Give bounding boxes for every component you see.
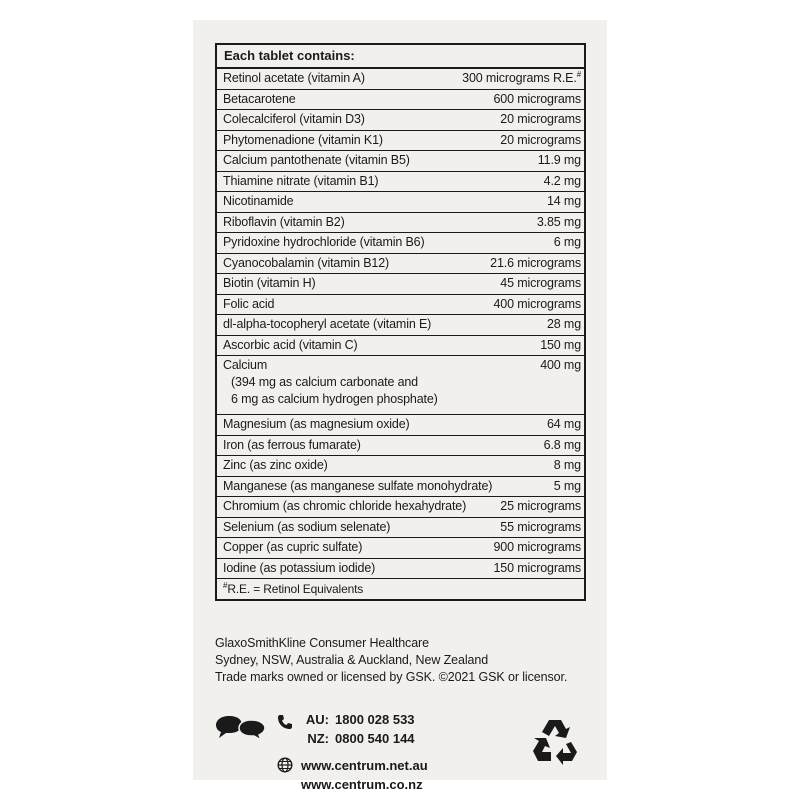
table-row bbox=[217, 477, 584, 498]
ingredient-amount-text: 45 micrograms bbox=[500, 276, 581, 290]
ingredient-name: Folic acid bbox=[223, 296, 275, 311]
ingredient-amount-text: 20 micrograms bbox=[500, 132, 581, 147]
ingredient-name: Colecalciferol (vitamin D3) bbox=[223, 112, 365, 126]
nutrition-table bbox=[215, 43, 586, 601]
table-row bbox=[217, 497, 584, 518]
ingredient-amount bbox=[462, 69, 581, 89]
ingredient-amount bbox=[544, 172, 581, 192]
label-panel bbox=[193, 20, 607, 792]
ingredient-name: Pyridoxine hydrochloride (vitamin B6) bbox=[223, 235, 425, 249]
ingredient-amount bbox=[500, 131, 581, 151]
chat-bubbles-icon bbox=[215, 714, 267, 740]
ingredient-amount-text: 28 mg bbox=[547, 317, 581, 331]
table-row bbox=[217, 254, 584, 275]
ingredient-amount bbox=[554, 233, 581, 253]
ingredient-amount-text: 6 mg bbox=[553, 235, 581, 249]
table-row bbox=[217, 274, 584, 295]
company-location: Sydney, NSW, Australia & Auckland, New Zealand bbox=[215, 653, 489, 667]
table-row bbox=[217, 151, 584, 172]
table-row bbox=[217, 69, 584, 90]
phone-numbers bbox=[301, 710, 415, 748]
table-row bbox=[217, 172, 584, 193]
globe-icon bbox=[277, 757, 293, 773]
ingredient-amount-text: 14 mg bbox=[547, 194, 581, 208]
ingredient-name: Phytomenadione (vitamin K1) bbox=[223, 132, 383, 147]
table-row bbox=[217, 295, 584, 316]
ingredient-amount bbox=[500, 497, 581, 517]
ingredient-name: Magnesium (as magnesium oxide) bbox=[223, 417, 410, 431]
ingredient-name: Retinol acetate (vitamin A) bbox=[223, 71, 365, 85]
website-nz: www.centrum.co.nz bbox=[301, 777, 423, 792]
ingredient-name: Cyanocobalamin (vitamin B12) bbox=[223, 255, 390, 270]
table-row bbox=[217, 559, 584, 580]
websites bbox=[301, 756, 428, 794]
ingredient-name: Copper (as cupric sulfate) bbox=[223, 540, 363, 554]
ingredient-name: Calcium pantothenate (vitamin B5) bbox=[223, 153, 410, 167]
phone-icon bbox=[277, 714, 293, 730]
table-header: Each tablet contains: bbox=[217, 45, 584, 69]
table-row bbox=[217, 436, 584, 457]
ingredient-amount bbox=[544, 436, 581, 456]
ingredient-amount-text: 64 mg bbox=[547, 417, 581, 431]
ingredient-amount-text: 11.9 mg bbox=[537, 153, 581, 167]
table-row bbox=[217, 233, 584, 254]
table-row bbox=[217, 213, 584, 234]
ingredient-name: Thiamine nitrate (vitamin B1) bbox=[223, 173, 379, 188]
ingredient-amount-text: 400 micrograms bbox=[493, 296, 581, 311]
table-row bbox=[217, 518, 584, 539]
ingredient-name: Riboflavin (vitamin B2) bbox=[223, 214, 345, 229]
ingredient-amount bbox=[547, 415, 581, 435]
ingredient-amount bbox=[538, 151, 581, 171]
table-row bbox=[217, 131, 584, 152]
table-row bbox=[217, 110, 584, 131]
ingredient-name: Betacarotene bbox=[223, 91, 296, 106]
ingredient-name: dl-alpha-tocopheryl acetate (vitamin E) bbox=[223, 317, 432, 331]
ingredient-amount bbox=[490, 254, 581, 274]
ingredient-amount bbox=[537, 213, 581, 233]
table-row bbox=[217, 538, 584, 559]
ingredient-amount-text: 55 micrograms bbox=[500, 519, 581, 534]
phone-au-label: AU: bbox=[305, 712, 329, 727]
ingredient-amount bbox=[493, 538, 581, 558]
ingredient-detail: (394 mg as calcium carbonate and bbox=[231, 375, 418, 389]
ingredient-amount-text: 150 micrograms bbox=[493, 560, 581, 575]
ingredient-amount-text: 6.8 mg bbox=[543, 437, 581, 452]
phone-nz-number: 0800 540 144 bbox=[335, 731, 415, 746]
ingredient-detail: 6 mg as calcium hydrogen phosphate) bbox=[231, 392, 438, 406]
ingredient-amount bbox=[554, 477, 581, 497]
ingredient-amount-text: 20 micrograms bbox=[500, 112, 581, 126]
phone-au-number: 1800 028 533 bbox=[335, 712, 415, 727]
footnote-mark: # bbox=[223, 581, 228, 590]
ingredient-name: Iron (as ferrous fumarate) bbox=[223, 437, 361, 452]
table-row bbox=[217, 315, 584, 336]
table-row bbox=[217, 90, 584, 111]
ingredient-amount bbox=[500, 274, 581, 294]
ingredient-name: Ascorbic acid (vitamin C) bbox=[223, 337, 358, 352]
ingredient-amount bbox=[547, 315, 581, 335]
ingredient-amount-text: 150 mg bbox=[540, 337, 581, 352]
company-name: GlaxoSmithKline Consumer Healthcare bbox=[215, 636, 429, 650]
ingredient-amount-text: 3.85 mg bbox=[536, 214, 581, 229]
table-row-calcium bbox=[217, 356, 584, 415]
table-row bbox=[217, 336, 584, 357]
footnote-mark: # bbox=[576, 69, 581, 79]
ingredient-name: Manganese (as manganese sulfate monohydrate) bbox=[223, 478, 493, 493]
ingredient-amount-text: 8 mg bbox=[553, 458, 581, 472]
phone-au bbox=[301, 710, 415, 729]
ingredient-amount-text: 5 mg bbox=[553, 478, 581, 493]
ingredient-amount bbox=[554, 456, 581, 476]
ingredient-amount bbox=[547, 192, 581, 212]
table-footnote bbox=[217, 579, 584, 599]
table-row bbox=[217, 456, 584, 477]
recycle-icon bbox=[530, 717, 580, 765]
ingredient-amount bbox=[500, 518, 581, 538]
company-info bbox=[215, 635, 567, 686]
ingredient-name: Biotin (vitamin H) bbox=[223, 276, 316, 290]
ingredient-amount-text: 4.2 mg bbox=[543, 173, 581, 188]
website-au: www.centrum.net.au bbox=[301, 758, 428, 773]
phone-nz bbox=[301, 729, 415, 748]
ingredient-amount-text: 600 micrograms bbox=[493, 91, 581, 106]
ingredient-amount-text: 25 micrograms bbox=[500, 499, 581, 513]
table-row bbox=[217, 415, 584, 436]
ingredient-name: Zinc (as zinc oxide) bbox=[223, 458, 328, 472]
footnote-text: R.E. = Retinol Equivalents bbox=[227, 582, 364, 596]
table-row bbox=[217, 192, 584, 213]
ingredient-amount bbox=[493, 90, 581, 110]
trademark-notice: Trade marks owned or licensed by GSK. ©2021 GSK or licensor. bbox=[215, 670, 568, 684]
ingredient-amount bbox=[493, 295, 581, 315]
phone-nz-label: NZ: bbox=[307, 731, 329, 746]
ingredient-amount bbox=[493, 559, 581, 579]
ingredient-amount bbox=[500, 110, 581, 130]
ingredient-name: Nicotinamide bbox=[223, 194, 294, 208]
ingredient-name: Selenium (as sodium selenate) bbox=[223, 519, 391, 534]
ingredient-amount-text: 300 micrograms R.E. bbox=[462, 71, 577, 85]
ingredient-name: Calcium bbox=[223, 358, 268, 372]
ingredient-amount-text: 900 micrograms bbox=[493, 540, 581, 554]
ingredient-amount bbox=[540, 336, 581, 356]
contact-block bbox=[215, 710, 585, 792]
ingredient-amount: 400 mg bbox=[540, 358, 581, 372]
ingredient-name: Chromium (as chromic chloride hexahydrate) bbox=[223, 499, 467, 513]
ingredient-name: Iodine (as potassium iodide) bbox=[223, 560, 376, 575]
ingredient-amount-text: 21.6 micrograms bbox=[490, 255, 581, 270]
